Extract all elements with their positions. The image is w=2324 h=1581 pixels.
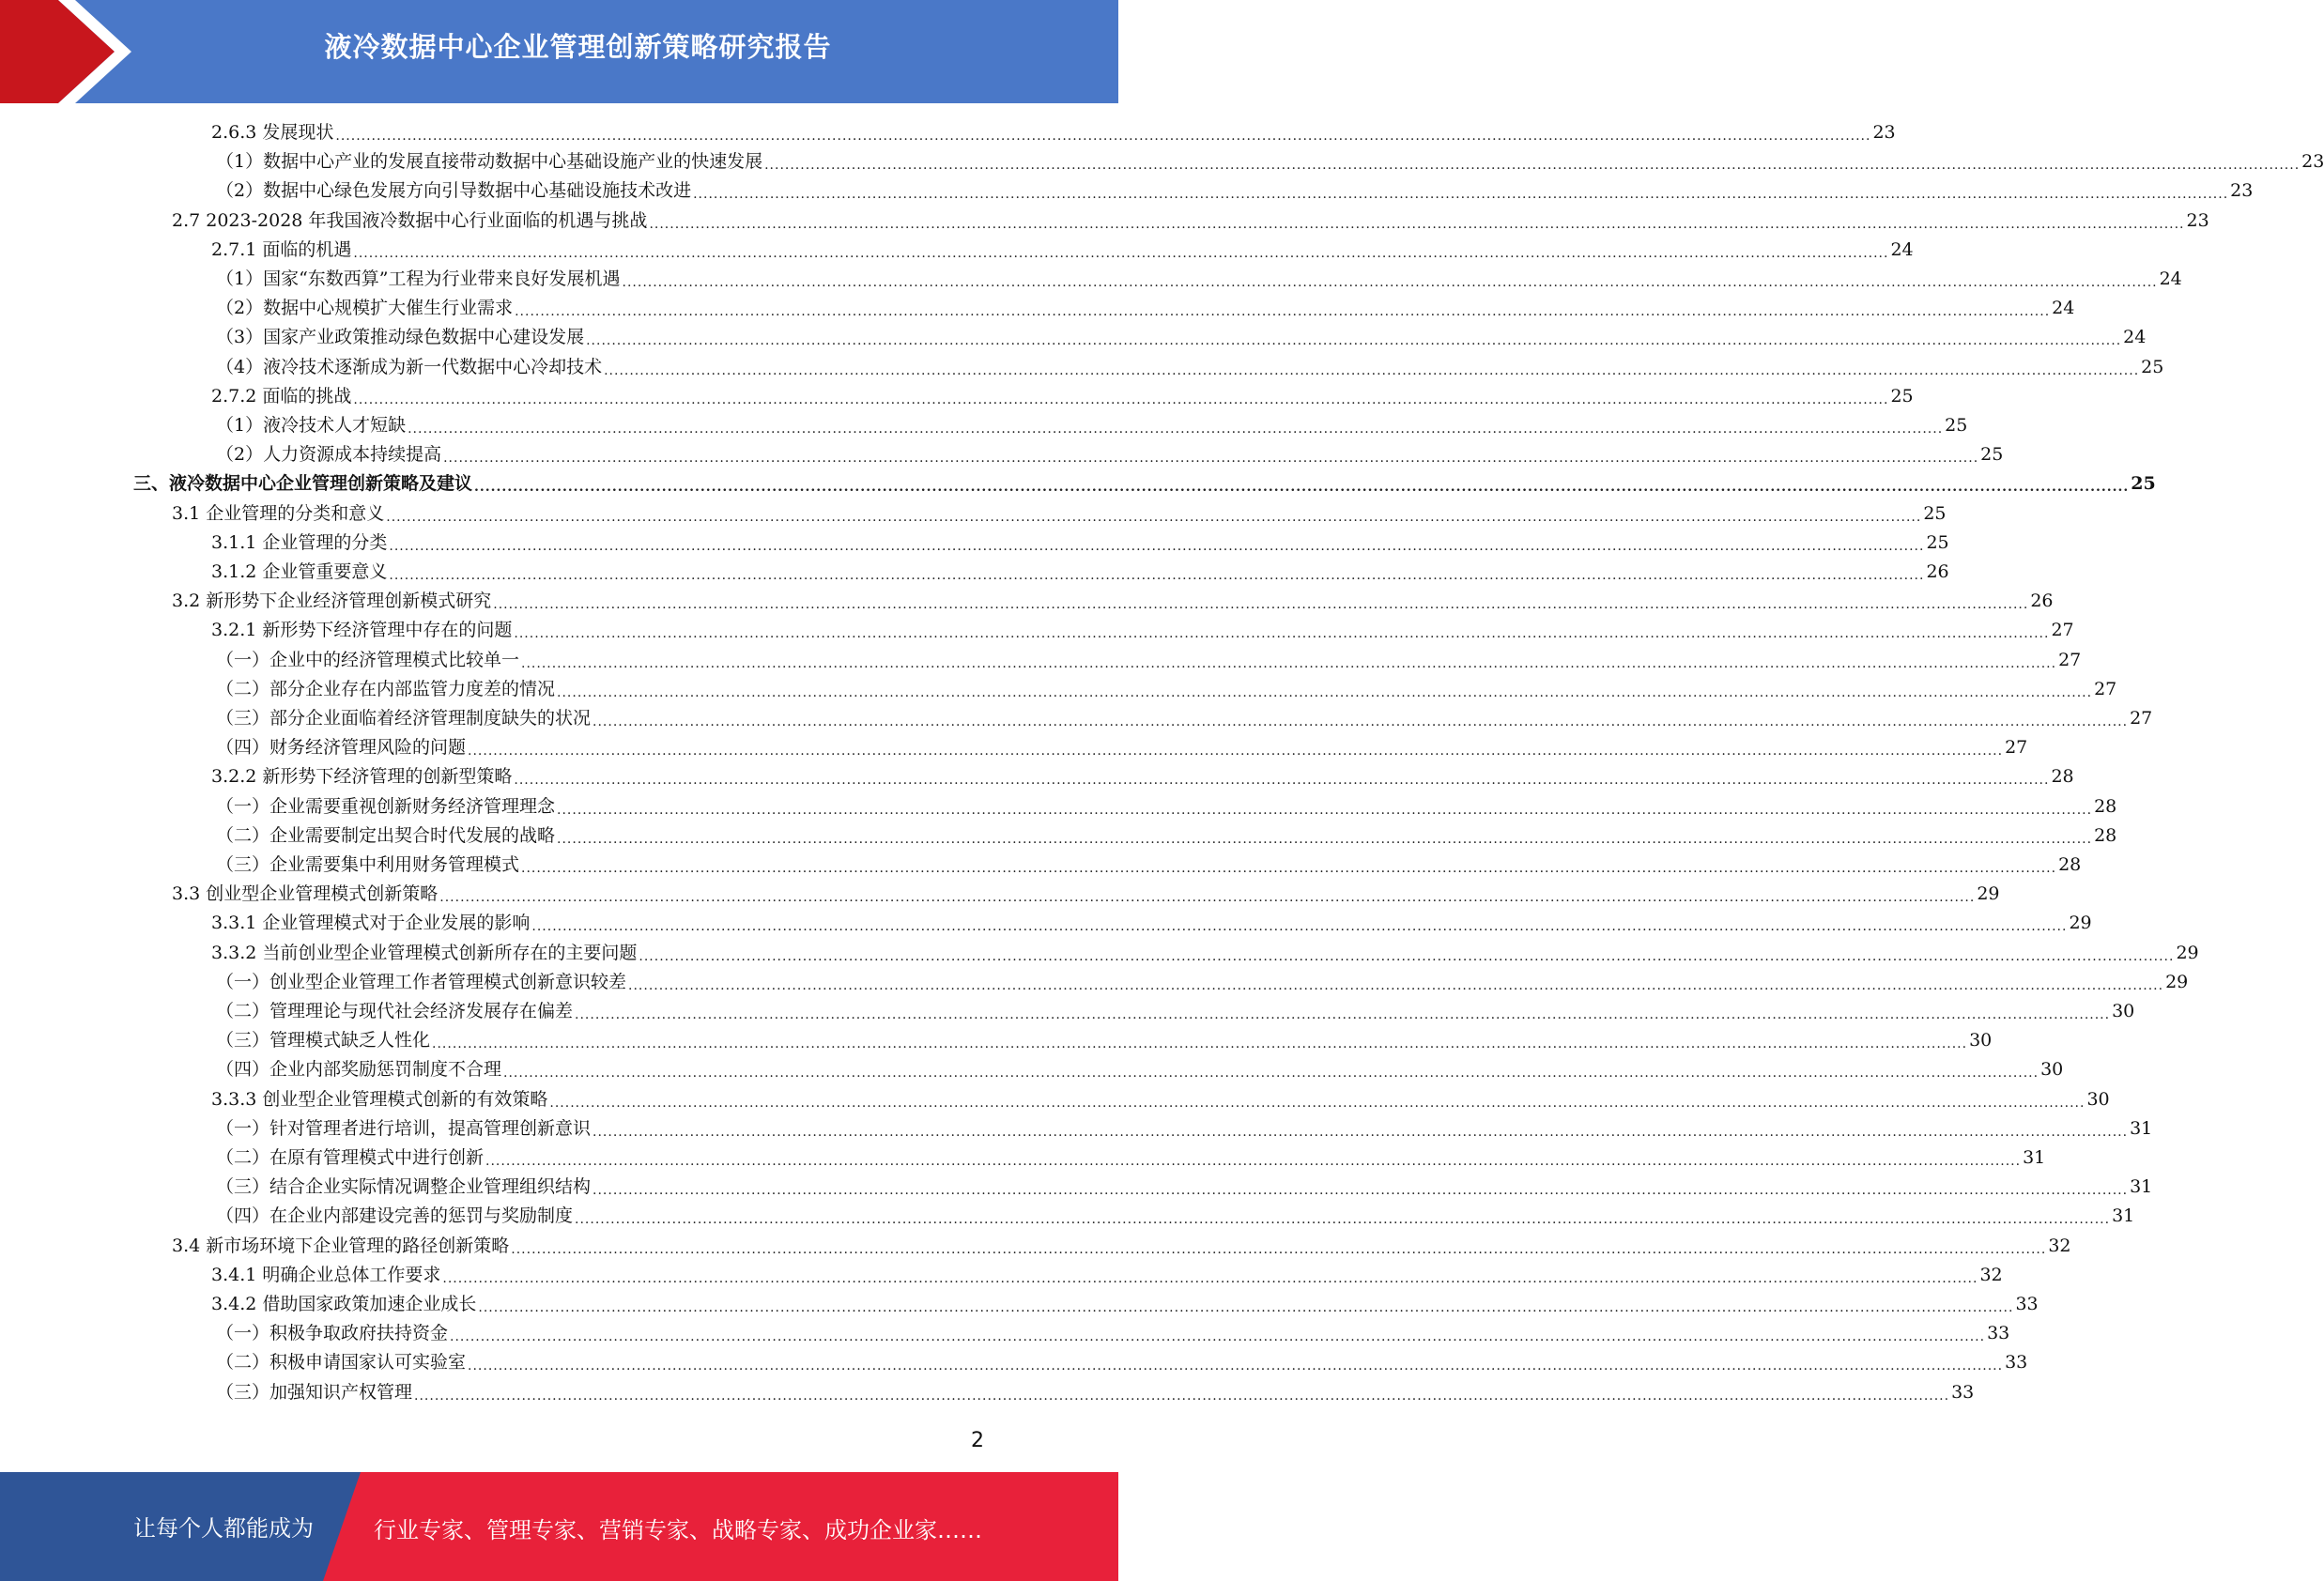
toc-entry-page: 33 (1951, 1381, 1975, 1403)
toc-entry-title: 3.2 新形势下企业经济管理创新模式研究 (172, 591, 492, 612)
toc-leader-dots: ............................................................................................................................................................................................................................................................................................................ (468, 1358, 2004, 1374)
toc-entry-page: 31 (2112, 1205, 2135, 1227)
toc-leader-dots: ............................................................................................................................................................................................................................................................................................................ (575, 1007, 2111, 1022)
toc-leader-dots: ............................................................................................................................................................................................................................................................................................................ (521, 861, 2057, 876)
toc-leader-dots: ............................................................................................................................................................................................................................................................................................................ (593, 714, 2129, 729)
toc-entry-title: （二）企业需要制定出契合时代发展的战略 (216, 824, 556, 846)
toc-entry-title: 3.1.1 企业管理的分类 (211, 531, 388, 553)
toc-leader-dots: ............................................................................................................................................................................................................................................................................................................ (353, 245, 1889, 261)
toc-leader-dots: ............................................................................................................................................................................................................................................................................................................ (442, 1270, 1978, 1286)
toc-leader-dots: ............................................................................................................................................................................................................................................................................................................ (450, 1329, 1986, 1345)
toc-entry-title: 3.4 新市场环境下企业管理的路径创新策略 (172, 1235, 510, 1256)
toc-leader-dots: ............................................................................................................................................................................................................................................................................................................ (408, 422, 1944, 437)
toc-entry[interactable] (211, 762, 2074, 791)
toc-entry[interactable] (211, 1085, 2110, 1114)
toc-entry[interactable] (216, 646, 2082, 675)
toc-entry-page: 29 (1977, 883, 2000, 905)
toc-leader-dots: ............................................................................................................................................................................................................................................................................................................ (389, 568, 1925, 583)
toc-entry[interactable] (211, 909, 2092, 938)
toc-entry-page: 27 (2005, 737, 2028, 759)
toc-entry[interactable] (172, 587, 2054, 616)
toc-entry[interactable] (211, 939, 2199, 968)
toc-entry[interactable] (216, 704, 2153, 733)
toc-entry[interactable] (216, 1202, 2135, 1231)
toc-entry-page: 25 (2131, 473, 2156, 495)
toc-leader-dots: ............................................................................................................................................................................................................................................................................................................ (515, 304, 2051, 320)
toc-leader-dots: ............................................................................................................................................................................................................................................................................................................ (439, 890, 1976, 906)
toc-entry-page: 25 (1926, 531, 1949, 553)
toc-leader-dots: ............................................................................................................................................................................................................................................................................................................ (586, 333, 2122, 349)
toc-entry[interactable] (216, 968, 2189, 997)
toc-entry[interactable] (216, 323, 2147, 352)
toc-entry-page: 25 (1945, 415, 1968, 436)
toc-entry-title: （3）国家产业政策推动绿色数据中心建设发展 (216, 327, 585, 348)
toc-entry-page: 30 (2086, 1088, 2110, 1110)
toc-entry-page: 31 (2130, 1117, 2153, 1139)
toc-entry-title: 3.1.2 企业管重要意义 (211, 561, 388, 582)
toc-leader-dots: ............................................................................................................................................................................................................................................................................................................ (511, 1241, 2047, 1257)
toc-entry-title: （二）积极申请国家认可实验室 (216, 1352, 467, 1374)
toc-entry-title: （1）液冷技术人才短缺 (216, 415, 407, 436)
toc-entry-page: 32 (2048, 1235, 2071, 1256)
toc-entry-page: 24 (1890, 238, 1914, 260)
toc-leader-dots: ............................................................................................................................................................................................................................................................................................................ (468, 744, 2004, 760)
toc-entry-title: 3.3.2 当前创业型企业管理模式创新所存在的主要问题 (211, 942, 638, 963)
toc-entry[interactable] (216, 675, 2117, 704)
toc-leader-dots: ............................................................................................................................................................................................................................................................................................................ (443, 451, 1979, 467)
toc-entry-title: 3.1 企业管理的分类和意义 (172, 502, 385, 524)
footer-slogan-left: 让每个人都能成为 (133, 1515, 314, 1542)
toc-leader-dots: ............................................................................................................................................................................................................................................................................................................ (549, 1095, 2085, 1111)
toc-entry-page: 33 (2015, 1294, 2039, 1314)
toc-leader-dots: ............................................................................................................................................................................................................................................................................................................ (493, 597, 2029, 613)
toc-entry-page: 29 (2069, 913, 2092, 934)
toc-entry[interactable] (216, 1378, 1975, 1407)
toc-entry-title: （三）管理模式缺乏人性化 (216, 1030, 431, 1051)
toc-entry-page: 28 (2058, 854, 2082, 875)
toc-entry-page: 29 (2176, 942, 2199, 963)
toc-entry-page: 33 (1987, 1323, 2010, 1344)
toc-entry[interactable] (211, 1290, 2039, 1319)
toc-entry[interactable] (216, 792, 2117, 821)
toc-leader-dots: ............................................................................................................................................................................................................................................................................................................ (557, 684, 2093, 700)
toc-entry-title: （一）针对管理者进行培训，提高管理创新意识 (216, 1117, 592, 1139)
toc-leader-dots: ............................................................................................................................................................................................................................................................................................................ (353, 391, 1889, 407)
toc-entry[interactable] (216, 997, 2135, 1026)
toc-entry-page: 24 (2159, 269, 2182, 289)
toc-entry-page: 27 (2051, 620, 2074, 641)
toc-entry-page: 24 (2052, 298, 2075, 319)
toc-entry-title: （四）在企业内部建设完善的惩罚与奖励制度 (216, 1205, 574, 1227)
toc-entry-title: 2.7 2023-2028 年我国液冷数据中心行业面临的机遇与挑战 (172, 209, 648, 231)
toc-entry-title: 2.7.2 面临的挑战 (211, 385, 352, 407)
toc-leader-dots: ............................................................................................................................................................................................................................................................................................................ (514, 626, 2050, 642)
toc-entry-page: 33 (2005, 1352, 2028, 1374)
toc-entry-page: 27 (2130, 708, 2153, 729)
toc-entry-title: （四）财务经济管理风险的问题 (216, 737, 467, 759)
toc-entry[interactable] (216, 851, 2082, 880)
toc-entry-title: （2）人力资源成本持续提高 (216, 444, 442, 466)
toc-leader-dots: ............................................................................................................................................................................................................................................................................................................ (503, 1066, 2039, 1082)
toc-entry[interactable] (216, 411, 1968, 440)
toc-entry-page: 30 (1969, 1030, 1993, 1051)
page-header (0, 0, 1118, 103)
toc-entry-page: 31 (2023, 1147, 2046, 1168)
toc-entry-title: （一）积极争取政府扶持资金 (216, 1323, 449, 1344)
toc-leader-dots: ............................................................................................................................................................................................................................................................................................................ (478, 1300, 2014, 1315)
toc-leader-dots: ............................................................................................................................................................................................................................................................................................................ (474, 480, 2130, 496)
toc-entry-title: 3.2.1 新形势下经济管理中存在的问题 (211, 620, 513, 641)
toc-leader-dots: ............................................................................................................................................................................................................................................................................................................ (604, 362, 2140, 378)
toc-leader-dots: ............................................................................................................................................................................................................................................................................................................ (639, 948, 2175, 964)
toc-leader-dots: ............................................................................................................................................................................................................................................................................................................ (531, 919, 2068, 935)
toc-entry-page: 31 (2130, 1176, 2153, 1198)
toc-entry[interactable] (216, 1348, 2028, 1377)
toc-entry-page: 23 (2230, 180, 2254, 202)
toc-entry-title: 2.6.3 发展现状 (211, 122, 334, 143)
toc-entry-page: 29 (2165, 971, 2189, 992)
toc-entry[interactable] (216, 294, 2075, 323)
toc-entry[interactable] (216, 177, 2254, 206)
toc-entry[interactable] (216, 147, 2324, 177)
toc-entry-title: （三）部分企业面临着经济管理制度缺失的状况 (216, 708, 592, 729)
toc-entry[interactable] (216, 1319, 2010, 1348)
toc-entry-title: 3.3.1 企业管理模式对于企业发展的影响 (211, 913, 531, 934)
toc-entry-page: 25 (1923, 502, 1947, 524)
toc-entry-title: 3.3 创业型企业管理模式创新策略 (172, 883, 439, 905)
toc-entry-title: （2）数据中心规模扩大催生行业需求 (216, 298, 514, 319)
toc-leader-dots: ............................................................................................................................................................................................................................................................................................................ (521, 655, 2057, 671)
toc-leader-dots: ............................................................................................................................................................................................................................................................................................................ (485, 1154, 2022, 1169)
toc-leader-dots: ............................................................................................................................................................................................................................................................................................................ (628, 977, 2164, 993)
toc-entry[interactable] (216, 733, 2028, 762)
toc-entry-title: （2）数据中心绿色发展方向引导数据中心基础设施技术改进 (216, 180, 692, 202)
toc-entry[interactable] (216, 1173, 2153, 1202)
toc-leader-dots: ............................................................................................................................................................................................................................................................................................................ (622, 275, 2158, 290)
toc-entry-title: （四）企业内部奖励惩罚制度不合理 (216, 1059, 502, 1081)
toc-entry-title: 3.4.1 明确企业总体工作要求 (211, 1264, 441, 1285)
toc-entry[interactable] (216, 821, 2117, 851)
toc-entry-page: 27 (2058, 649, 2082, 670)
toc-entry[interactable] (216, 1114, 2153, 1144)
toc-entry-title: 3.2.2 新形势下经济管理的创新型策略 (211, 766, 513, 788)
page-number: 2 (971, 1429, 984, 1452)
toc-entry-title: （一）创业型企业管理工作者管理模式创新意识较差 (216, 971, 627, 992)
toc-entry-title: （1）数据中心产业的发展直接带动数据中心基础设施产业的快速发展 (216, 151, 763, 173)
toc-leader-dots: ............................................................................................................................................................................................................................................................................................................ (557, 802, 2093, 818)
toc-entry-page: 28 (2094, 795, 2117, 817)
toc-entry-title: 3.3.3 创业型企业管理模式创新的有效策略 (211, 1088, 548, 1110)
toc-entry-page: 28 (2094, 824, 2117, 846)
toc-entry-title: 三、液冷数据中心企业管理创新策略及建议 (133, 473, 473, 495)
toc-entry-page: 26 (1926, 561, 1949, 582)
toc-leader-dots: ............................................................................................................................................................................................................................................................................................................ (557, 831, 2093, 847)
toc-entry-title: （一）企业中的经济管理模式比较单一 (216, 649, 520, 670)
toc-entry-page: 23 (2186, 209, 2209, 231)
toc-entry-page: 30 (2040, 1059, 2064, 1081)
toc-leader-dots: ............................................................................................................................................................................................................................................................................................................ (335, 129, 1871, 144)
toc-entry-page: 24 (2123, 327, 2147, 348)
toc-entry[interactable] (211, 616, 2074, 645)
toc-entry[interactable] (216, 265, 2182, 294)
toc-entry-page: 26 (2030, 591, 2054, 612)
toc-leader-dots: ............................................................................................................................................................................................................................................................................................................ (414, 1388, 1950, 1404)
toc-entry-title: （一）企业需要重视创新财务经济管理理念 (216, 795, 556, 817)
toc-entry-title: （三）结合企业实际情况调整企业管理组织结构 (216, 1176, 592, 1198)
toc-entry-title: （二）在原有管理模式中进行创新 (216, 1147, 485, 1168)
toc-leader-dots: ............................................................................................................................................................................................................................................................................................................ (764, 158, 2301, 174)
toc-entry[interactable] (133, 469, 2156, 499)
toc-leader-dots: ............................................................................................................................................................................................................................................................................................................ (386, 509, 1922, 525)
toc-entry[interactable] (211, 558, 1949, 587)
toc-entry-title: （三）加强知识产权管理 (216, 1381, 413, 1403)
toc-entry[interactable] (211, 236, 1914, 265)
page-footer (0, 1472, 1118, 1581)
toc-entry-title: 2.7.1 面临的机遇 (211, 238, 352, 260)
toc-leader-dots: ............................................................................................................................................................................................................................................................................................................ (575, 1212, 2111, 1228)
toc-entry[interactable] (211, 1261, 2003, 1290)
toc-entry-title: （二）管理理论与现代社会经济发展存在偏差 (216, 1001, 574, 1021)
toc-entry-title: （4）液冷技术逐渐成为新一代数据中心冷却技术 (216, 356, 603, 377)
toc-entry-page: 25 (2141, 356, 2164, 377)
toc-entry-page: 25 (1890, 385, 1914, 407)
toc-entry[interactable] (216, 353, 2164, 382)
toc-entry-title: 3.4.2 借助国家政策加速企业成长 (211, 1294, 477, 1314)
toc-leader-dots: ............................................................................................................................................................................................................................................................................................................ (514, 773, 2050, 789)
toc-entry[interactable] (211, 529, 1949, 558)
toc-entry[interactable] (216, 1055, 2064, 1084)
toc-entry[interactable] (211, 118, 1896, 147)
toc-entry-page: 32 (1979, 1264, 2003, 1285)
toc-entry[interactable] (216, 440, 2004, 469)
footer-slogan-right: 行业专家、管理专家、营销专家、战略专家、成功企业家…… (374, 1517, 982, 1543)
toc-entry-page: 23 (1872, 122, 1896, 143)
toc-entry-title: （三）企业需要集中利用财务管理模式 (216, 854, 520, 875)
toc-leader-dots: ............................................................................................................................................................................................................................................................................................................ (593, 1183, 2129, 1199)
toc-leader-dots: ............................................................................................................................................................................................................................................................................................................ (693, 187, 2229, 203)
toc-entry-page: 25 (1980, 444, 2004, 466)
toc-entry[interactable] (216, 1144, 2046, 1173)
toc-entry[interactable] (172, 207, 2209, 236)
toc-entry[interactable] (172, 499, 1947, 529)
toc-entry[interactable] (211, 382, 1914, 411)
toc-entry-page: 27 (2094, 678, 2117, 699)
toc-entry-page: 30 (2112, 1001, 2135, 1021)
toc-leader-dots: ............................................................................................................................................................................................................................................................................................................ (649, 216, 2185, 232)
toc-entry-title: （二）部分企业存在内部监管力度差的情况 (216, 678, 556, 699)
toc-leader-dots: ............................................................................................................................................................................................................................................................................................................ (432, 1036, 1968, 1052)
toc-leader-dots: ............................................................................................................................................................................................................................................................................................................ (389, 538, 1925, 554)
toc-entry-page: 28 (2051, 766, 2074, 788)
report-title: 液冷数据中心企业管理创新策略研究报告 (324, 31, 832, 63)
toc-entry[interactable] (216, 1026, 1993, 1055)
toc-entry-title: （1）国家“东数西算”工程为行业带来良好发展机遇 (216, 269, 621, 289)
toc-entry[interactable] (172, 880, 2000, 909)
toc-entry[interactable] (172, 1232, 2071, 1261)
toc-leader-dots: ............................................................................................................................................................................................................................................................................................................ (593, 1124, 2129, 1140)
toc-entry-page: 23 (2301, 151, 2324, 173)
